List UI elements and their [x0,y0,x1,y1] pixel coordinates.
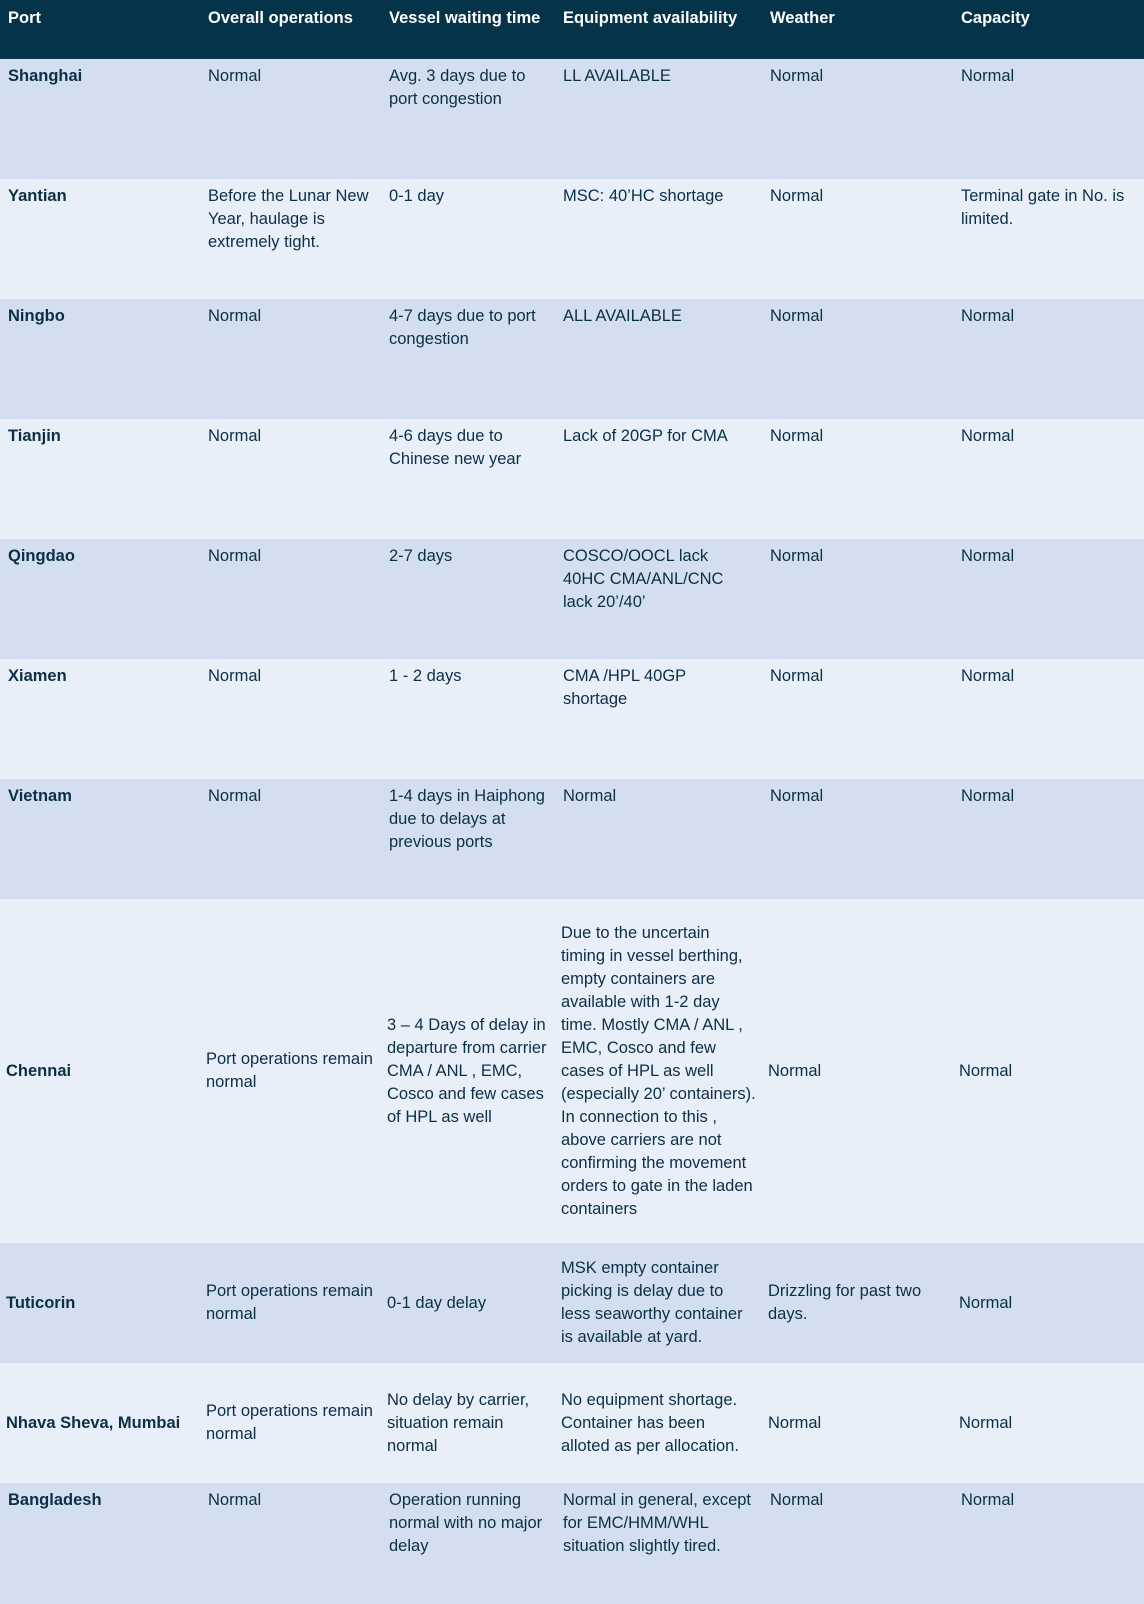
operations-cell: Normal [200,299,381,419]
table-row [0,779,1144,899]
header-row [0,0,1144,59]
weather-cell: Normal [762,419,953,539]
waiting-cell: No delay by carrier, situation remain normal [381,1363,555,1483]
equipment-cell: COSCO/OOCL lack 40HC CMA/ANL/CNC lack 20’/40’ [555,539,762,659]
equipment-cell: MSK empty container picking is delay due to less seaworthy container is available at yard. [555,1243,762,1363]
weather-cell: Normal [762,59,953,179]
table-row [0,1363,1144,1483]
waiting-cell: Avg. 3 days due to port congestion [381,59,555,179]
operations-cell: Port operations remain normal [200,899,381,1243]
operations-cell: Normal [200,419,381,539]
table-row [0,899,1144,1243]
equipment-cell: Normal [555,779,762,899]
weather-cell: Normal [762,1483,953,1604]
capacity-cell: Normal [953,659,1144,779]
capacity-cell: Normal [953,419,1144,539]
table-row [0,1483,1144,1604]
header-port: Port [0,0,200,59]
port-cell: Yantian [0,179,200,299]
table-row [0,539,1144,659]
port-cell: Qingdao [0,539,200,659]
port-cell: Nhava Sheva, Mumbai [0,1363,200,1483]
waiting-cell: 1 - 2 days [381,659,555,779]
equipment-cell: Due to the uncertain timing in vessel berthing, empty containers are available with 1-2 day time. Mostly CMA / ANL , EMC, Cosco and few cases of HPL as well (especially 20’ containers). In connection to this , above carriers are not confirming the movement orders to gate in the laden containers [555,899,762,1243]
operations-cell: Normal [200,539,381,659]
capacity-cell: Normal [953,899,1144,1243]
port-cell: Vietnam [0,779,200,899]
port-cell: Ningbo [0,299,200,419]
weather-cell: Normal [762,539,953,659]
capacity-cell: Normal [953,539,1144,659]
header-equipment: Equipment availability [555,0,762,59]
weather-cell: Normal [762,299,953,419]
operations-cell: Normal [200,659,381,779]
weather-cell: Normal [762,659,953,779]
capacity-cell: Normal [953,1483,1144,1604]
weather-cell: Normal [762,899,953,1243]
equipment-cell: Lack of 20GP for CMA [555,419,762,539]
capacity-cell: Normal [953,1363,1144,1483]
equipment-cell: No equipment shortage. Container has been alloted as per allocation. [555,1363,762,1483]
table-row [0,1243,1144,1363]
weather-cell: Normal [762,179,953,299]
waiting-cell: 1-4 days in Haiphong due to delays at previous ports [381,779,555,899]
header-operations: Overall operations [200,0,381,59]
waiting-cell: 4-6 days due to Chinese new year [381,419,555,539]
capacity-cell: Normal [953,299,1144,419]
operations-cell: Normal [200,1483,381,1604]
equipment-cell: LL AVAILABLE [555,59,762,179]
table-row [0,419,1144,539]
port-cell: Tuticorin [0,1243,200,1363]
port-cell: Tianjin [0,419,200,539]
weather-cell: Normal [762,1363,953,1483]
equipment-cell: Normal in general, except for EMC/HMM/WHL situation slightly tired. [555,1483,762,1604]
capacity-cell: Normal [953,59,1144,179]
capacity-cell: Normal [953,1243,1144,1363]
waiting-cell: 2-7 days [381,539,555,659]
operations-cell: Port operations remain normal [200,1363,381,1483]
port-cell: Chennai [0,899,200,1243]
port-cell: Bangladesh [0,1483,200,1604]
table-row [0,299,1144,419]
waiting-cell: 0-1 day delay [381,1243,555,1363]
equipment-cell: ALL AVAILABLE [555,299,762,419]
equipment-cell: MSC: 40’HC shortage [555,179,762,299]
table-row [0,59,1144,179]
table-row [0,659,1144,779]
weather-cell: Drizzling for past two days. [762,1243,953,1363]
header-waiting-time: Vessel waiting time [381,0,555,59]
waiting-cell: 3 – 4 Days of delay in departure from carrier CMA / ANL , EMC, Cosco and few cases of HPL as well [381,899,555,1243]
port-cell: Shanghai [0,59,200,179]
waiting-cell: 4-7 days due to port congestion [381,299,555,419]
equipment-cell: CMA /HPL 40GP shortage [555,659,762,779]
operations-cell: Before the Lunar New Year, haulage is extremely tight. [200,179,381,299]
weather-cell: Normal [762,779,953,899]
port-cell: Xiamen [0,659,200,779]
waiting-cell: Operation running normal with no major delay [381,1483,555,1604]
table-row [0,179,1144,299]
operations-cell: Normal [200,779,381,899]
header-capacity: Capacity [953,0,1144,59]
capacity-cell: Normal [953,779,1144,899]
header-weather: Weather [762,0,953,59]
capacity-cell: Terminal gate in No. is limited. [953,179,1144,299]
waiting-cell: 0-1 day [381,179,555,299]
operations-cell: Port operations remain normal [200,1243,381,1363]
operations-cell: Normal [200,59,381,179]
